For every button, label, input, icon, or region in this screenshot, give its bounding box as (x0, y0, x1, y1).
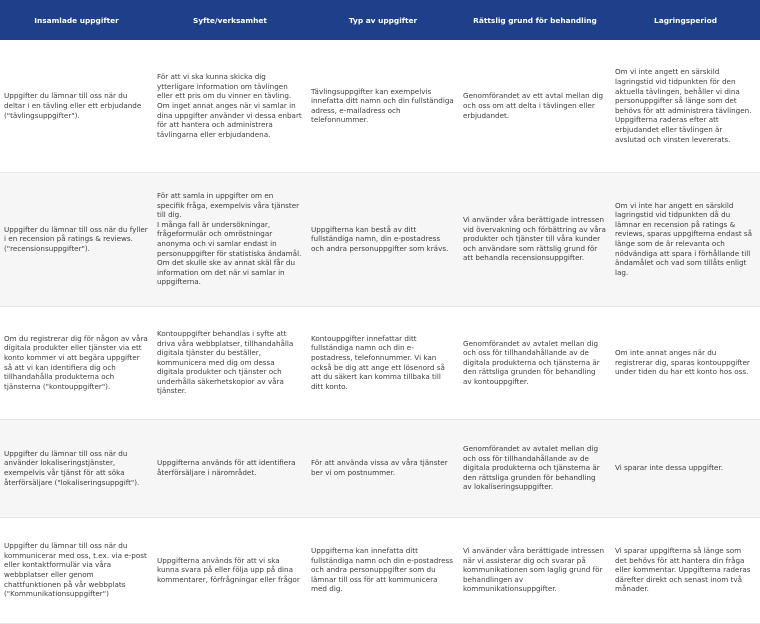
cell-data-type: För att använda vissa av våra tjänster ber vi om postnummer. (307, 419, 459, 517)
cell-legal-basis: Genomförandet av avtalet mellan dig och oss för tillhandahållande av de digitala produkterna och tjänsterna är den rättsliga grunden för behandling av kontouppgifter. (459, 306, 611, 419)
table-row (0, 306, 760, 419)
table-body (0, 40, 760, 623)
cell-collected-data: Uppgifter du lämnar till oss när du deltar i en tävling eller ett erbjudande ("tävlingsuppgifter"). (0, 40, 153, 172)
header-retention-period: Lagringsperiod (611, 0, 760, 40)
cell-purpose: Uppgifterna används för att identifiera återförsäljare i närområdet. (153, 419, 307, 517)
cell-legal-basis: Vi använder våra berättigade intressen vid övervakning och förbättring av våra produkter och tjänster till våra kunder och användare som rättslig grund för att behandla recensionsuppgifter. (459, 172, 611, 306)
cell-retention-period: Vi sparar uppgifterna så länge som det behövs för att hantera din fråga eller kommentar. Uppgifterna raderas därefter direkt och senast inom två månader. (611, 517, 760, 623)
cell-purpose: För att vi ska kunna skicka dig ytterligare information om tävlingen eller ett pris om du vinner en tävling. Om inget annat anges när vi samlar in dina uppgifter använder vi dessa enbart för att hantera och administrera tävlingarna eller erbjudandena. (153, 40, 307, 172)
cell-legal-basis: Genomförandet av avtalet mellan dig och oss för tillhandahållande av de digitala produkterna och tjänsterna är den rättsliga grunden för behandling av lokaliseringsuppgifter. (459, 419, 611, 517)
table-row (0, 40, 760, 172)
cell-purpose: För att samla in uppgifter om en specifik fråga, exempelvis våra tjänster till dig. I många fall är undersökningar, frågeformulär och omröstningar anonyma och vi samlar endast in personuppgifter för statistiska ändamål. Om det skulle ske av annat skäl får du information om det när vi samlar in uppgifterna. (153, 172, 307, 306)
cell-retention-period: Om vi inte har angett en särskild lagringstid vid tidpunkten då du lämnar en recension på ratings & reviews, sparas uppgifterna endast så länge som de är relevanta och nödvändiga att spara i förhållande till ändamålet och vad som tillåts enligt lag. (611, 172, 760, 306)
cell-collected-data: Uppgifter du lämnar till oss när du fyller i en recension på ratings & reviews. ("recensionsuppgifter"). (0, 172, 153, 306)
table-header (0, 0, 760, 40)
cell-data-type: Uppgifterna kan innefatta ditt fullständiga namn och din e-postadress och andra personuppgifter som du lämnar till oss för att kommunicera med dig. (307, 517, 459, 623)
cell-collected-data: Uppgifter du lämnar till oss när du kommunicerar med oss, t.ex. via e-post eller kontaktformulär via våra webbplatser eller genom chattfunktionen på vår webbplats ("Kommunikationsuppgifter") (0, 517, 153, 623)
cell-data-type: Uppgifterna kan bestå av ditt fullständiga namn, din e-postadress och andra personuppgifter som krävs. (307, 172, 459, 306)
cell-collected-data: Uppgifter du lämnar till oss när du använder lokaliseringstjänster, exempelvis vår tjänst för att söka återförsäljare ("lokaliseringsuppgift"). (0, 419, 153, 517)
header-row (0, 0, 760, 40)
table-row (0, 419, 760, 517)
cell-retention-period: Vi sparar inte dessa uppgifter. (611, 419, 760, 517)
table-row (0, 172, 760, 306)
cell-purpose: Kontouppgifter behandlas i syfte att driva våra webbplatser, tillhandahålla digitala tjänster du beställer, kommunicera med dig om dessa digitala produkter och tjänster och underhålla säkerhetskopior av våra tjänster. (153, 306, 307, 419)
cell-retention-period: Om inte annat anges när du registrerar dig, sparas kontouppgifter under tiden du har ett konto hos oss. (611, 306, 760, 419)
cell-legal-basis: Genomförandet av ett avtal mellan dig och oss om att delta i tävlingen eller erbjudandet. (459, 40, 611, 172)
header-collected-data: Insamlade uppgifter (0, 0, 153, 40)
cell-purpose: Uppgifterna används för att vi ska kunna svara på eller följa upp på dina kommentarer, förfrågningar eller frågor (153, 517, 307, 623)
header-data-type: Typ av uppgifter (307, 0, 459, 40)
cell-retention-period: Om vi inte angett en särskild lagringstid vid tidpunkten för den aktuella tävlingen, behåller vi dina personuppgifter så länge som det behövs för att administrera tävlingen. Uppgifterna raderas efter att erbjudandet eller tävlingen är avslutad och vinsten levererats. (611, 40, 760, 172)
cell-legal-basis: Vi använder våra berättigade intressen när vi assisterar dig och svarar på kommunikationen som laglig grund för behandlingen av kommunikationsuppgifter. (459, 517, 611, 623)
cell-data-type: Tävlingsuppgifter kan exempelvis innefatta ditt namn och din fullständiga adress, e-mailadress och telefonnummer. (307, 40, 459, 172)
cell-data-type: Kontouppgifter innefattar ditt fullständiga namn och din e-postadress, telefonnummer. Vi kan också be dig att ange ett lösenord så att du säkert kan komma tillbaka till ditt konto. (307, 306, 459, 419)
table-row (0, 517, 760, 623)
header-legal-basis: Rättslig grund för behandling (459, 0, 611, 40)
cell-collected-data: Om du registrerar dig för någon av våra digitala produkter eller tjänster via ett konto kommer vi att begära uppgifter så att vi kan identifiera dig och tillhandahålla produkterna och tjänsterna ("kontouppgifter"). (0, 306, 153, 419)
header-purpose: Syfte/verksamhet (153, 0, 307, 40)
